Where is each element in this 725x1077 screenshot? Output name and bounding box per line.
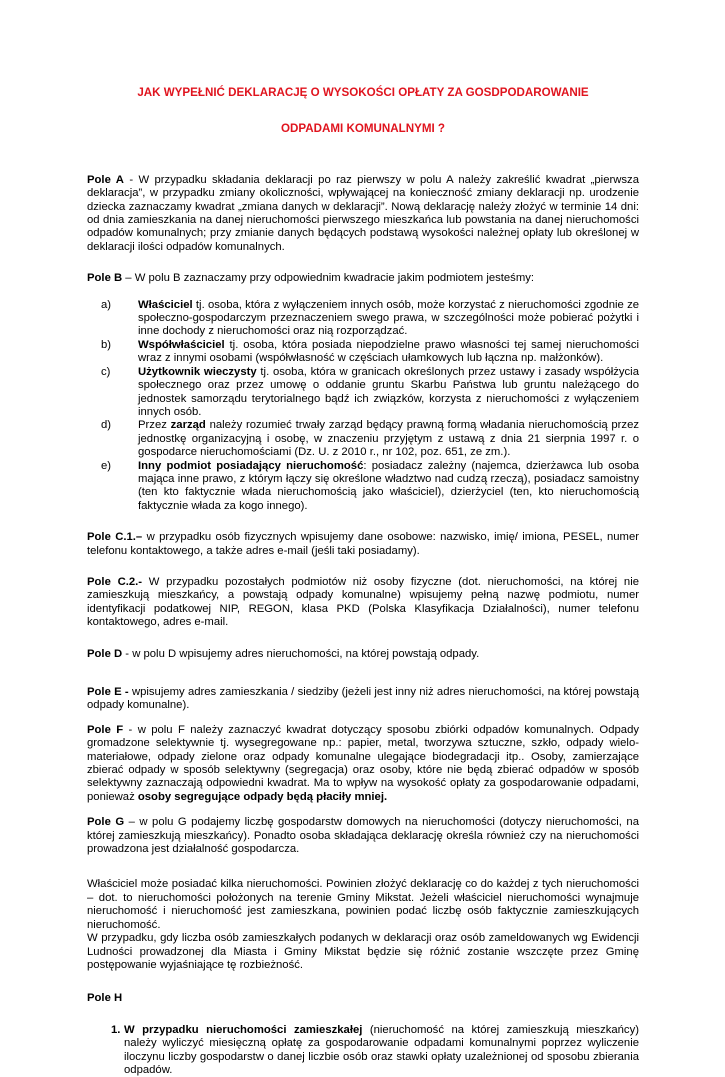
document-title-line-2: ODPADAMI KOMUNALNYMI ? bbox=[280, 122, 446, 136]
pole-a-text: - W przypadku składania deklaracji po raz pierwszy w polu A należy zakreślić kwadrat „pierwsza deklaracja”, w przypadku zmiany okoliczności, wpływającej na konieczność zmiany deklaracji np. urodzenie dziecka zaznaczamy kwadrat „zmiana danych w deklaracji”. Nową deklarację należy złożyć w terminie 14 dni: od dnia zamieszkania na danej nieruchomości pierwszego mieszkańca lub powstania na danej nieruchomości odpadów komunalnych; przy zmianie danych będących podstawą wysokości należnej opłaty lub określonej w deklaracji ilości odpadów komunalnych. bbox=[87, 173, 639, 253]
pole-h-item-1: 1. W przypadku nieruchomości zamieszkałej (nieruchomość na której zamieszkują mieszkańcy) należy wyliczyć miesięczną opłatę za gospodarowanie odpadami komunalnymi poprzez wyliczenie iloczynu liczby gospodarstw o danej liczbie osób oraz stawki opłaty uzależnionej od sposobu zbierania odpadów. bbox=[111, 1023, 639, 1076]
section-pole-c1: Pole C.1.– w przypadku osób fizycznych wpisujemy dane osobowe: nazwisko, imię/ imiona, PESEL, numer telefonu kontaktowego, a także adres e-mail (jeśli taki posiadamy). bbox=[87, 531, 639, 557]
section-pole-g: Pole G – w polu G podajemy liczbę gospodarstw domowych na nieruchomości (dotyczy nieruchomości, na której zamieszkują mieszkańcy). Ponadto osoba składająca deklarację określa również czy na nieruchomości prowadzona jest działalność gospodarcza. bbox=[87, 816, 639, 856]
list-item: b) Współwłaściciel tj. osoba, która posiada niepodzielne prawo własności tej samej nieruchomości wraz z innymi osobami (współwłasność w częściach ułamkowych lub łączna np. małżonków). bbox=[101, 338, 639, 365]
pole-b-text: – W polu B zaznaczamy przy odpowiednim kwadracie jakim podmiotem jesteśmy: bbox=[122, 272, 535, 285]
section-pole-f: Pole F - w polu F należy zaznaczyć kwadrat dotyczący sposobu zbiórki odpadów komunalnych. Odpady gromadzone selektywnie tj. wysegregowane np.: papier, metal, tworzywa sztuczne, szkło, odpady wielo-materiałowe, odpady zielone oraz odpady komunalne ulegające biodegradacji itp.. Osoby, zamierzające zbierać odpady w sposób selektywny (segregacja) oraz osoby, które nie będą zbierać odpadów w sposób selektywny zaznaczają odpowiedni kwadrat. Ma to wpływ na wysokość opłaty za gospodarowanie odpadami, ponieważ osoby segregujące odpady będą płaciły mniej. bbox=[87, 723, 640, 803]
pole-a-label: Pole A bbox=[87, 173, 124, 186]
pole-e-label: Pole E - bbox=[87, 686, 129, 698]
document-page bbox=[87, 0, 639, 1077]
pole-b-label: Pole B bbox=[87, 272, 123, 285]
owner-paragraph-1: Właściciel może posiadać kilka nieruchomości. Powinien złożyć deklarację co do każdej z tych nieruchomości – dot. to nieruchomości położonych na terenie Gminy Mikstat. Jeżeli właściciel nieruchomości wynajmuje nieruchomość i nieruchomość jest zamieszkana, powinien podać liczbę osób faktycznie zamieszkujących nieruchomość. bbox=[87, 878, 639, 931]
pole-g-label: Pole G bbox=[87, 816, 125, 829]
section-pole-h bbox=[87, 992, 639, 1005]
list-item: e) Inny podmiot posiadający nieruchomość: posiadacz zależny (najemca, dzierżawca lub osoba mająca inne prawo, z którym łączy się określone władztwo nad cudzą rzeczą), posiadacz samoistny (ten kto faktycznie włada nieruchomością jako właściciel), dzierżyciel (ten, kto nieruchomością faktycznie włada za kogo innego). bbox=[101, 459, 640, 512]
section-pole-e: Pole E - wpisujemy adres zamieszkania / siedziby (jeżeli jest inny niż adres nieruchomości, na której powstają odpady komunalne). bbox=[87, 686, 639, 712]
document-title-line-1: JAK WYPEŁNIĆ DEKLARACJĘ O WYSOKOŚCI OPŁATY ZA GOSDPODAROWANIE bbox=[137, 86, 589, 99]
section-pole-b bbox=[87, 272, 639, 285]
section-pole-a bbox=[87, 174, 639, 254]
pole-f-label: Pole F bbox=[87, 723, 124, 736]
section-pole-d: Pole D - w polu D wpisujemy adres nieruchomości, na której powstają odpady. bbox=[87, 647, 480, 660]
pole-c2-label: Pole C.2.- bbox=[87, 575, 143, 588]
pole-h-label: Pole H bbox=[87, 992, 123, 1005]
list-item: a) Właściciel tj. osoba, która z wyłączeniem innych osób, może korzystać z nieruchomości zgodnie ze społeczno-gospodarczym przeznaczeniem swego prawa, w szczególności może pobierać pożytki i inne dochody z nieruchomości oraz nią rozporządzać. bbox=[101, 298, 639, 338]
owner-paragraph-2: W przypadku, gdy liczba osób zamieszkałych podanych w deklaracji oraz osób zameldowanych wg Ewidencji Ludności prowadzonej dla Miasta i Gminy Mikstat będzie się różnić zostanie wszczęte przez Gminę postępowanie wyjaśniające tę rozbieżność. bbox=[87, 932, 639, 971]
list-item: c) Użytkownik wieczysty tj. osoba, która w granicach określonych przez ustawy i zasady współżycia społecznego oraz przez umowę o oddanie gruntu Skarbu Państwa lub gruntu należącego do jednostek samorządu terytorialnego bądź ich związków, korzysta z nieruchomości z wyłączeniem innych osób. bbox=[101, 365, 639, 418]
section-pole-c2: Pole C.2.- W przypadku pozostałych podmiotów niż osoby fizyczne (dot. nieruchomości, na której nie zamieszkują mieszkańcy, a powstają odpady komunalne) wpisujemy pełną nazwę podmiotu, numer identyfikacji podatkowej NIP, REGON, klasa PKD (Polska Klasyfikacja Działalności), numer telefonu kontaktowego, adres e-mail. bbox=[87, 575, 639, 629]
pole-c1-label: Pole C.1.– bbox=[87, 531, 143, 544]
list-item: d) Przez zarząd należy rozumieć trwały zarząd będący prawną formą władania nieruchomością przez jednostkę organizacyjną i osobę, w znaczeniu przyjętym z ustawą z dnia 21 sierpnia 1997 r. o gospodarce nieruchomościami (Dz. U. z 2010 r., nr 102, poz. 651, ze zm.). bbox=[101, 419, 639, 459]
entity-type-list bbox=[101, 299, 639, 514]
pole-d-label: Pole D bbox=[87, 647, 123, 660]
